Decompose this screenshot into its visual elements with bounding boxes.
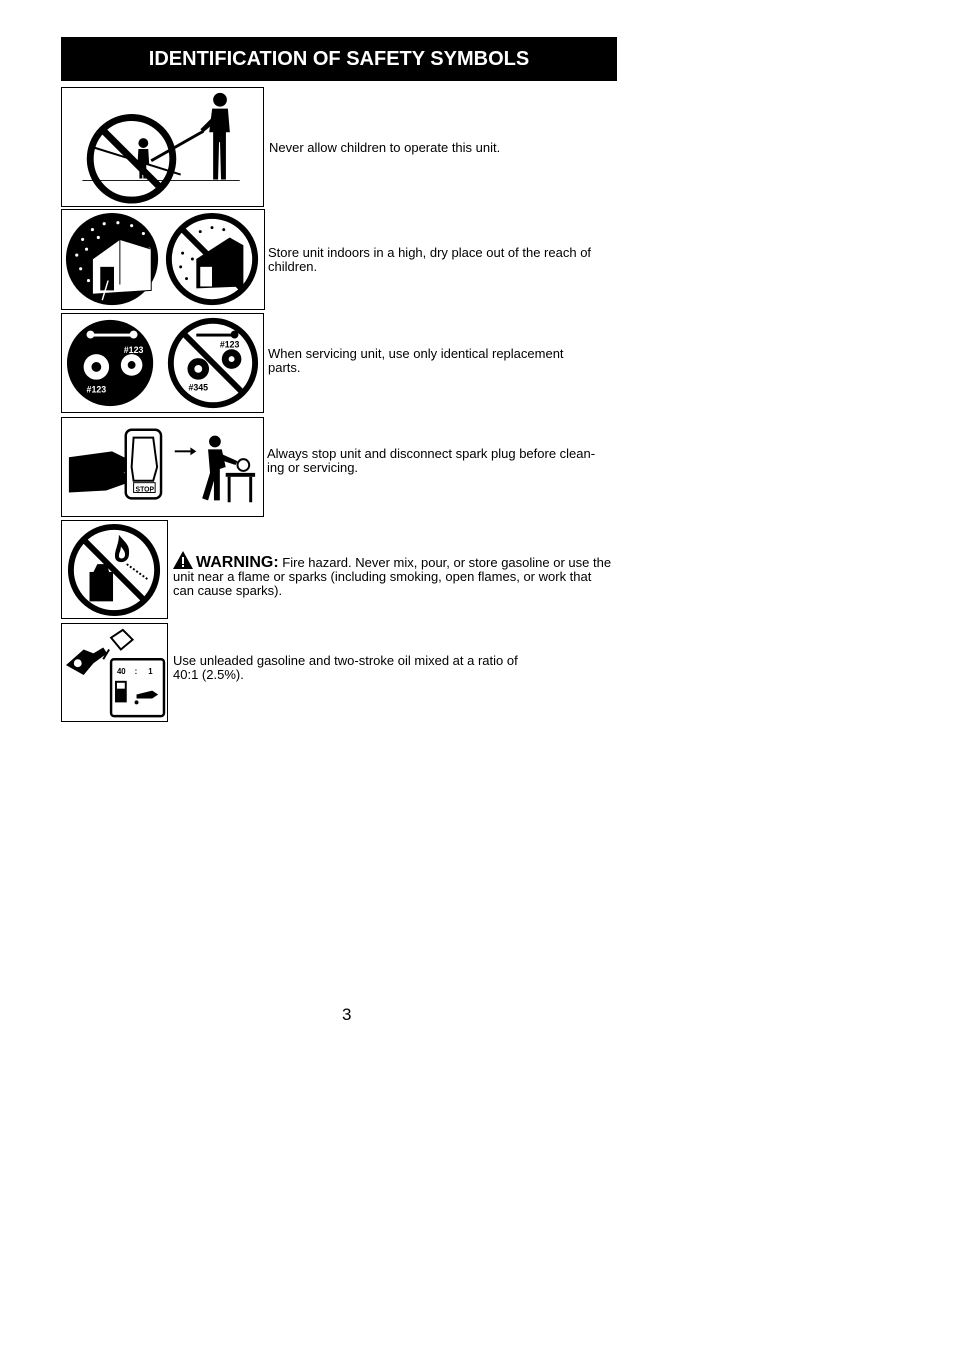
- indoor-storage-icon: [61, 209, 265, 310]
- no-children-icon: [61, 87, 264, 207]
- part-label: #123: [86, 384, 107, 395]
- part-label: #123: [219, 339, 240, 350]
- no-fire-icon: [61, 520, 168, 619]
- symbol-text-4: Always stop unit and disconnect spark plug before clean-ing or servicing.: [267, 446, 596, 475]
- section-header: [61, 37, 617, 81]
- part-label: #345: [188, 382, 209, 393]
- symbol-text-1: Never allow children to operate this unit.: [269, 140, 501, 155]
- ratio-left: 40: [116, 666, 126, 676]
- stop-label: STOP: [135, 486, 155, 494]
- symbol-text-5: Fire hazard. Never mix, pour, or store gasoline or use the unit near a flame or sparks (including smoking, open flames, or work that can cause sparks).: [173, 555, 612, 598]
- warning-label: WARNING:: [196, 554, 279, 571]
- page-number: 3: [342, 1005, 352, 1024]
- symbol-text-2: Store unit indoors in a high, dry place out of the reach of children.: [268, 245, 592, 274]
- symbol-text-6: Use unleaded gasoline and two-stroke oil mixed at a ratio of 40:1 (2.5%).: [173, 653, 518, 682]
- stop-unit-icon: [61, 417, 264, 517]
- ratio-right: 1: [148, 666, 153, 676]
- part-label: #123: [123, 345, 144, 356]
- warning-text: [173, 551, 613, 598]
- replacement-parts-icon: [61, 313, 264, 413]
- fuel-mix-icon: [61, 623, 168, 722]
- page-title: IDENTIFICATION OF SAFETY SYMBOLS: [148, 47, 530, 70]
- ratio-colon: :: [134, 666, 138, 676]
- warning-triangle-icon: [173, 551, 193, 569]
- symbol-text-3: When servicing unit, use only identical replacement parts.: [268, 346, 564, 375]
